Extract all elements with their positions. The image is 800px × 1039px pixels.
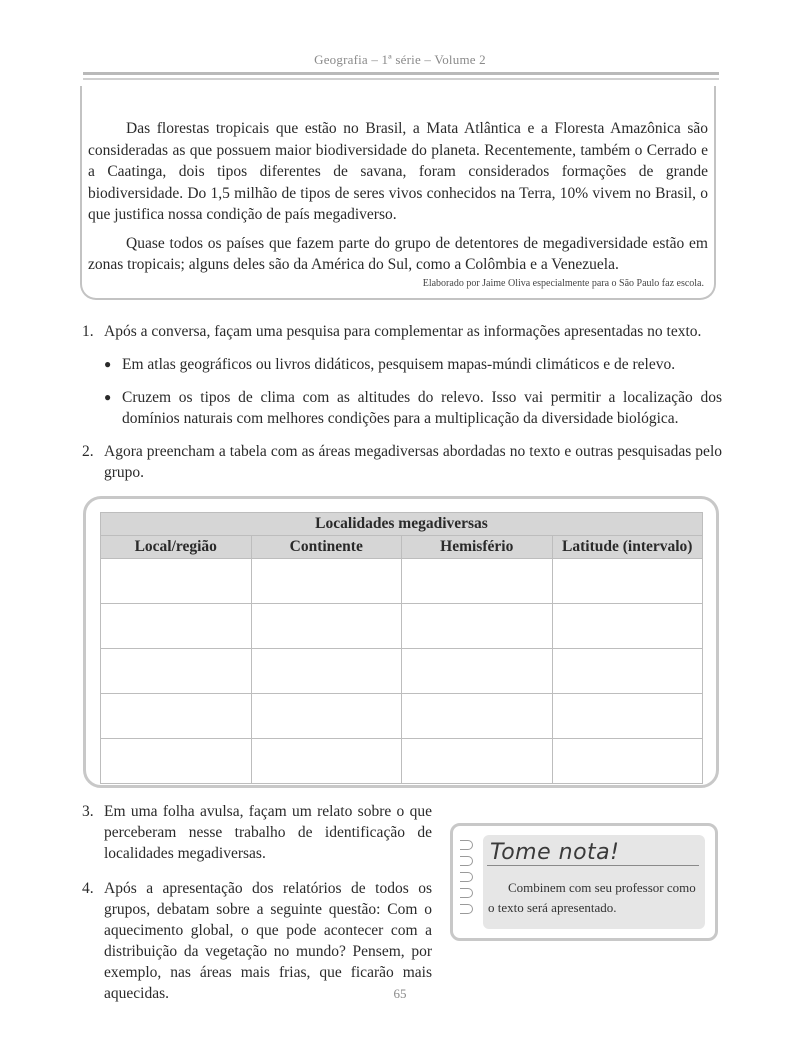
table-row xyxy=(101,604,703,649)
table-cell[interactable] xyxy=(552,559,703,604)
table-cell[interactable] xyxy=(251,559,402,604)
table-row xyxy=(101,694,703,739)
table-cell[interactable] xyxy=(402,739,553,784)
table-row xyxy=(101,739,703,784)
table-cell[interactable] xyxy=(101,649,252,694)
bullet-icon: ● xyxy=(104,357,112,371)
reading-paragraph-2: Quase todos os países que fazem parte do grupo de detentores de megadiversidade estão em zonas tropicais; alguns deles são da América do Sul, como a Colômbia e a Venezuela. xyxy=(88,234,708,273)
table-cell[interactable] xyxy=(101,559,252,604)
header-rule xyxy=(83,72,719,75)
table-cell[interactable] xyxy=(251,649,402,694)
reading-paragraph-1: Das florestas tropicais que estão no Brasil, a Mata Atlântica e a Floresta Amazônica são consideradas as que possuem maior biodiversidade do planeta. Recentemente, também o Cerrado e a Caatinga, dois tipos diferentes de savana, foram considerados formações de grande biodiversidade. Do 1,5 milhão de tipos de seres vivos conhecidos na Terra, 10% vivem no Brasil, o que justifica nossa condição de país megadiverso. xyxy=(88,120,708,223)
table-cell[interactable] xyxy=(552,649,703,694)
question-2 xyxy=(82,441,722,483)
column-header-hemisferio: Hemisfério xyxy=(402,536,553,559)
binder-ring-icon xyxy=(460,840,473,850)
table-cell[interactable] xyxy=(402,604,553,649)
column-header-latitude: Latitude (intervalo) xyxy=(552,536,703,559)
column-header-continente: Continente xyxy=(251,536,402,559)
bullet-icon: ● xyxy=(104,390,112,404)
bullet-text: Em atlas geográficos ou livros didáticos, pesquisem mapas-múndi climáticos e de relevo. xyxy=(122,356,676,373)
binder-ring-icon xyxy=(460,904,473,914)
note-underline xyxy=(487,865,699,866)
binder-ring-icon xyxy=(460,872,473,882)
question-3 xyxy=(82,801,432,864)
note-title: Tome nota! xyxy=(490,840,620,865)
question-text: Após a apresentação dos relatórios de todos os grupos, debatam sobre a seguinte questão: Com o aquecimento global, o que pode acontecer com a distribuição da vegetação no mundo? Pensem, por exemplo, nas áreas mais frias, que ficarão mais aquecidas. xyxy=(104,880,432,1002)
question-number: 4. xyxy=(82,880,94,897)
bullet-item xyxy=(104,387,722,429)
page-number: 65 xyxy=(393,986,407,1001)
table-cell[interactable] xyxy=(552,694,703,739)
note-text: Combinem com seu professor como o texto será apresentado. xyxy=(488,880,696,915)
table-cell[interactable] xyxy=(101,739,252,784)
bullet-text: Cruzem os tipos de clima com as altitudes do relevo. Isso vai permitir a localização dos domínios naturais com melhores condições para a multiplicação da diversidade biológica. xyxy=(122,389,722,427)
column-header-local: Local/região xyxy=(101,536,252,559)
question-number: 2. xyxy=(82,443,94,460)
table-cell[interactable] xyxy=(402,559,553,604)
table-cell[interactable] xyxy=(552,604,703,649)
table-cell[interactable] xyxy=(402,649,553,694)
question-text: Em uma folha avulsa, façam um relato sobre o que perceberam nesse trabalho de identificação de localidades megadiversas. xyxy=(104,803,432,862)
table-title: Localidades megadiversas xyxy=(101,513,703,536)
table-cell[interactable] xyxy=(251,694,402,739)
bullet-item xyxy=(104,354,722,375)
table-cell[interactable] xyxy=(251,739,402,784)
reading-credit: Elaborado por Jaime Oliva especialmente para o São Paulo faz escola. xyxy=(422,278,704,289)
table-row xyxy=(101,559,703,604)
megadiversity-table xyxy=(100,512,703,784)
header-rule-secondary xyxy=(83,78,719,80)
question-1 xyxy=(82,321,722,342)
question-number: 3. xyxy=(82,803,94,820)
question-number: 1. xyxy=(82,323,94,340)
table-cell[interactable] xyxy=(101,694,252,739)
reading-box xyxy=(80,86,716,300)
table-row xyxy=(101,649,703,694)
table-cell[interactable] xyxy=(402,694,553,739)
question-text: Agora preencham a tabela com as áreas megadiversas abordadas no texto e outras pesquisadas pelo grupo. xyxy=(104,443,722,481)
binder-ring-icon xyxy=(460,888,473,898)
table-cell[interactable] xyxy=(552,739,703,784)
table-cell[interactable] xyxy=(251,604,402,649)
running-head: Geografia – 1ª série – Volume 2 xyxy=(314,52,486,67)
question-text: Após a conversa, façam uma pesquisa para complementar as informações apresentadas no texto. xyxy=(104,323,702,340)
table-cell[interactable] xyxy=(101,604,252,649)
binder-ring-icon xyxy=(460,856,473,866)
